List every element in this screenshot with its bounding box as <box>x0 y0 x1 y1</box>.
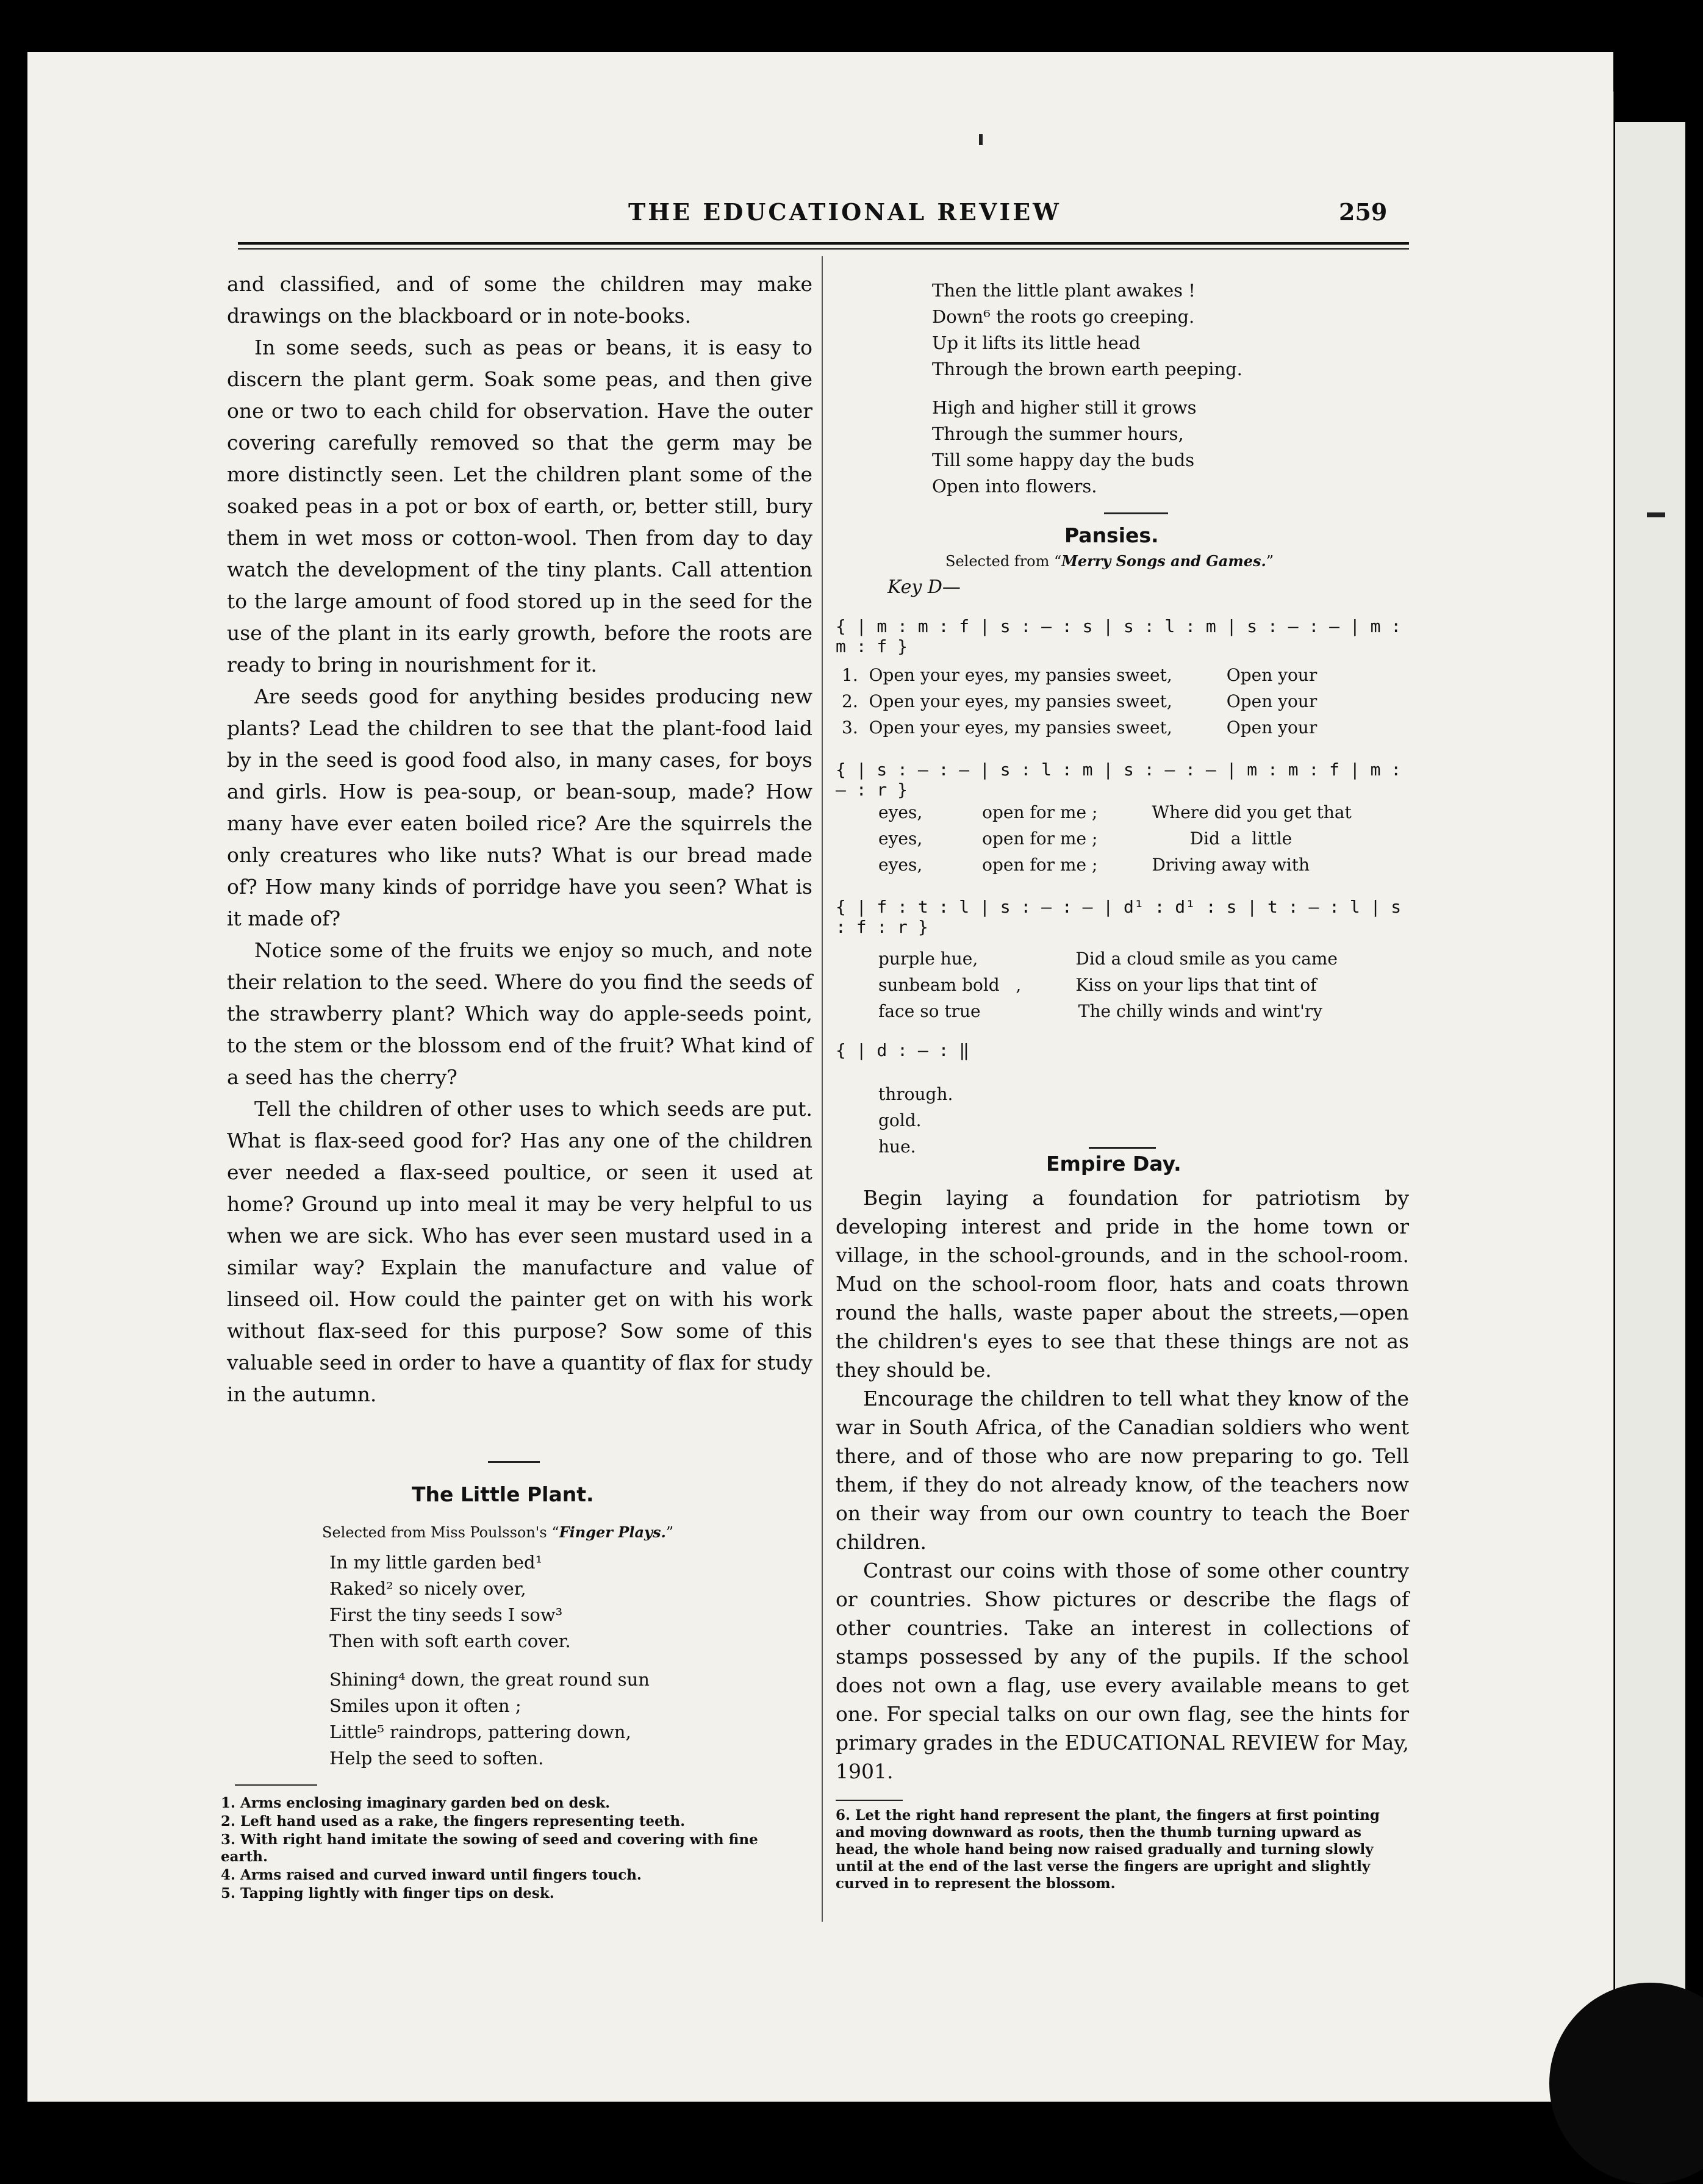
lyric-line: face so true The chilly winds and wint'ry <box>878 1001 1323 1021</box>
footnote: 5. Tapping lightly with finger tips on desk. <box>221 1885 554 1902</box>
paragraph: and classified, and of some the children may make drawings on the blackboard or in note-books. <box>227 272 812 328</box>
stanza <box>932 278 1242 383</box>
column-divider <box>822 256 823 1922</box>
scan-speck <box>979 134 983 145</box>
verse-line: Then with soft earth cover. <box>329 1631 571 1651</box>
running-title: THE EDUCATIONAL REVIEW <box>628 198 1061 226</box>
header-rule <box>238 242 1409 245</box>
verse-line: First the tiny seeds I sow³ <box>329 1604 563 1625</box>
lyric-line: gold. <box>878 1110 922 1130</box>
empire-day-title: Empire Day. <box>1046 1152 1181 1176</box>
stanza <box>932 395 1242 500</box>
little-plant-source: Selected from Miss Poulsson's “Finger Plays.” <box>322 1523 674 1541</box>
adjacent-page-edge <box>1615 122 1685 2135</box>
left-column <box>227 268 812 1410</box>
lyrics-block <box>878 946 1338 1024</box>
lyric-line: 3. Open your eyes, my pansies sweet, Open your <box>842 717 1318 738</box>
verse-line: Up it lifts its little head <box>932 332 1141 353</box>
paragraph: Are seeds good for anything besides producing new plants? Lead the children to see that the plant-food laid by in the seed is good food also, in many cases, for boys and girls. How is pea-soup, or bean-soup, made? How many have ever eaten boiled rice? Are the squirrels the only creatures who like nuts? What is our bread made of? How many kinds of porridge have you seen? What is it made of? <box>227 684 812 930</box>
little-plant-poem <box>329 1550 650 1784</box>
footnote: 4. Arms raised and curved inward until fingers touch. <box>221 1867 642 1883</box>
verse-line: In my little garden bed¹ <box>329 1552 543 1573</box>
lyric-line: eyes, open for me ; Driving away with <box>878 855 1310 875</box>
scan-speck <box>1647 512 1665 517</box>
verse-line: Help the seed to soften. <box>329 1748 544 1769</box>
lyric-line: 2. Open your eyes, my pansies sweet, Open your <box>842 691 1318 711</box>
paragraph: In some seeds, such as peas or beans, it is easy to discern the plant germ. Soak some peas, and then give one or two to each child for observation. Have the outer covering carefully removed so that the germ may be more distinctly seen. Let the children plant some of the soaked peas in a pot or box of earth, or, better still, bury them in wet moss or cotton-wool. Then from day to day watch the development of the tiny plants. Call attention to the large amount of food stored up in the seed for the use of the plant in its early growth, before the roots are ready to bring in nourishment for it. <box>227 336 812 677</box>
paragraph: Begin laying a foundation for patriotism by developing interest and pride in the home town or village, in the school-grounds, and in the school-room. Mud on the school-room floor, hats and coats thrown round the halls, waste paper about the streets,—open the children's eyes to see that these things are not as they should be. <box>836 1186 1409 1382</box>
paragraph: Encourage the children to tell what they know of the war in South Africa, of the Canadian soldiers who went there, and of those who are now preparing to go. Tell them, if they do not already know, of the teachers now on their way from our own country to teach the Boer children. <box>836 1387 1409 1554</box>
footnote: 1. Arms enclosing imaginary garden bed on desk. <box>221 1795 611 1811</box>
verse-line: Raked² so nicely over, <box>329 1578 526 1599</box>
stanza <box>329 1667 650 1772</box>
lyric-line: through. <box>878 1084 953 1104</box>
lyrics-block <box>842 662 1317 741</box>
lyric-line: hue. <box>878 1137 916 1157</box>
footnote-right: 6. Let the right hand represent the plant, the fingers at first pointing and moving downward as roots, then the thumb turning upward as head, the whole hand being now raised gradually and turning slowly until at the end of the last verse the fingers are upright and slightly curved in to represent the blossom. <box>836 1807 1380 1892</box>
verse-line: Little⁵ raindrops, pattering down, <box>329 1722 631 1742</box>
verse-line: Shining⁴ down, the great round sun <box>329 1669 650 1690</box>
footnote-rule <box>235 1784 317 1786</box>
pansies-source: Selected from “Merry Songs and Games.” <box>945 552 1274 570</box>
verse-line: Through the brown earth peeping. <box>932 359 1242 379</box>
verse-line: Then the little plant awakes ! <box>932 280 1196 301</box>
verse-line: Till some happy day the buds <box>932 450 1195 470</box>
music-key: Key D— <box>887 577 961 598</box>
paragraph: Contrast our coins with those of some other country or countries. Show pictures or describe the flags of other countries. Take an interest in collections of stamps possessed by any of the pupils. If the school does not own a flag, use every available means to get one. For special talks on our own flag, see the hints for primary grades in the EDUCATIONAL REVIEW for May, 1901. <box>836 1559 1409 1783</box>
paragraph: Notice some of the fruits we enjoy so much, and note their relation to the seed. Where do you find the seeds of the strawberry plant? Which way do apple-seeds point, to the stem or the blossom end of the fruit? What kind of a seed has the cherry? <box>227 938 812 1089</box>
little-plant-continued <box>932 278 1242 512</box>
little-plant-title: The Little Plant. <box>412 1482 594 1506</box>
notation-line: { | d : — : ‖ <box>836 1040 970 1060</box>
right-column <box>836 1184 1409 1786</box>
footnotes-left <box>221 1795 806 1903</box>
notation-line: { | m : m : f | s : — : s | s : l : m | s : — : — | m : m : f } <box>836 616 1402 656</box>
lyric-line: sunbeam bold , Kiss on your lips that tint of <box>878 975 1317 995</box>
header-rule-thin <box>238 248 1409 250</box>
lyric-line: eyes, open for me ; Where did you get that <box>878 802 1352 822</box>
lyrics-block <box>878 1081 953 1160</box>
verse-line: Through the summer hours, <box>932 423 1184 444</box>
paragraph: Tell the children of other uses to which seeds are put. What is flax-seed good for? Has any one of the children ever needed a flax-seed poultice, or seen it used at home? Ground up into meal it may be very helpful to us when we are sick. Who has ever seen mustard used in a similar way? Explain the manufacture and value of linseed oil. How could the painter get on with his work without flax-seed for this purpose? Sow some of this valuable seed in order to have a quantity of flax for study in the autumn. <box>227 1097 812 1406</box>
footnote: 3. With right hand imitate the sowing of seed and covering with fine earth. <box>221 1831 758 1865</box>
lyric-line: eyes, open for me ; Did a little <box>878 828 1292 849</box>
lyrics-block <box>878 799 1352 878</box>
footnote: 2. Left hand used as a rake, the fingers representing teeth. <box>221 1813 686 1830</box>
stanza <box>329 1550 650 1654</box>
pansies-title: Pansies. <box>1064 523 1159 547</box>
lyric-line: purple hue, Did a cloud smile as you came <box>878 949 1338 969</box>
section-rule <box>1104 512 1168 514</box>
verse-line: High and higher still it grows <box>932 397 1197 418</box>
footnote-rule <box>836 1800 903 1801</box>
verse-line: Open into flowers. <box>932 476 1097 497</box>
page-number: 259 <box>1339 198 1388 226</box>
section-rule <box>488 1461 540 1463</box>
verse-line: Down⁶ the roots go creeping. <box>932 306 1195 327</box>
verse-line: Smiles upon it often ; <box>329 1695 522 1716</box>
lyric-line: 1. Open your eyes, my pansies sweet, Open your <box>842 665 1318 685</box>
section-rule <box>1089 1147 1156 1149</box>
notation-line: { | s : — : — | s : l : m | s : — : — | m : m : f | m : — : r } <box>836 760 1402 800</box>
notation-line: { | f : t : l | s : — : — | d¹ : d¹ : s | t : — : l | s : f : r } <box>836 897 1402 937</box>
